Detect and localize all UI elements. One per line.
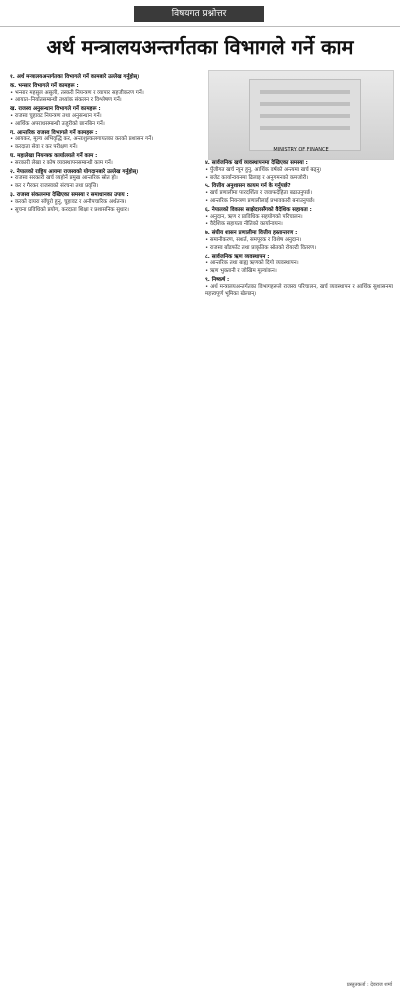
left-item: २. नेपालको राष्ट्रिय आयमा राजस्वको योगदानबारे उल्लेख गर्नुहोस्। <box>10 168 139 175</box>
right-item: ८. सार्वजनिक ऋण व्यवस्थापन : <box>205 253 270 260</box>
left-item: • आयकर, मूल्य अभिवृद्धि कर, अन्तःशुल्कलगायतका करको प्रशासन गर्ने। <box>10 136 154 143</box>
right-item: ४. सार्वजनिक खर्च व्यवस्थापनमा देखिएका समस्या : <box>205 160 308 166</box>
left-item: १. अर्थ मन्त्रालयअन्तर्गतका विभागले गर्ने कामबारे उल्लेख गर्नुहोस्। <box>10 74 140 80</box>
left-item: ग. आन्तरिक राजस्व विभागले गर्ने कामहरू : <box>10 129 98 136</box>
article-photo <box>208 70 394 160</box>
right-item: ९. निष्कर्ष : <box>205 276 230 283</box>
left-item: ३. राजस्व संकलनमा देखिएका समस्या र समाधानका उपाय : <box>10 191 129 198</box>
byline: प्रस्तुतकर्ता : देवराज शर्मा <box>346 982 392 988</box>
right-item: • अर्थ मन्त्रालयअन्तर्गतका विभागहरूले राजस्व परिचालन, खर्च व्यवस्थापन र आर्थिक सुशासनमा महत्त्वपूर्ण भूमिका खेल्छन्। <box>205 283 393 297</box>
right-item: • अनुदान, ऋण र प्राविधिक सहयोगको परिचालन। <box>205 213 303 220</box>
right-item: ५. वित्तीय अनुशासन कायम गर्न के गर्नुपर्छ? <box>205 183 291 190</box>
left-item: • राजस्व चुहावट नियन्त्रण तथा अनुसन्धान गर्ने। <box>10 112 102 119</box>
left-item: घ. महालेखा नियन्त्रक कार्यालयले गर्ने काम : <box>10 152 98 159</box>
left-item: • करदाता सेवा र कर परीक्षण गर्ने। <box>10 144 78 151</box>
left-item: • राजस्व सरकारी खर्च व्यहोर्ने प्रमुख आन्तरिक स्रोत हो। <box>10 175 118 182</box>
left-column <box>10 72 200 982</box>
left-item: • सरकारी लेखा र कोष व्यवस्थापनसम्बन्धी काम गर्ने। <box>10 159 113 166</box>
left-item: • कर र गैरकर राजस्वको संरचना तथा प्रवृत्ति। <box>10 183 99 190</box>
right-item: • खर्च प्रणालीमा पारदर्शिता र जवाफदेहिता बढाउनुपर्छ। <box>205 190 313 197</box>
building-image <box>249 79 361 151</box>
left-item: क. भन्सार विभागले गर्ने कामहरू : <box>10 82 79 89</box>
right-item: • आन्तरिक नियन्त्रण प्रणालीलाई प्रभावकारी बनाउनुपर्छ। <box>205 197 315 204</box>
divider <box>0 26 400 27</box>
left-item: • आर्थिक अपराधसम्बन्धी उजुरीको छानबिन गर्ने। <box>10 120 105 127</box>
right-item: • पुँजीगत खर्च न्यून हुनु, आर्थिक वर्षको अन्त्यमा खर्च बढ्नु। <box>205 166 322 173</box>
right-item: ६. नेपालको विकास साझेदारसँगको वैदेशिक सहायता : <box>205 206 312 213</box>
right-column <box>205 158 393 980</box>
left-item: ख. राजस्व अनुसन्धान विभागले गर्ने कामहरू : <box>10 106 101 113</box>
left-item: • करको दायरा साँघुरो हुनु, चुहावट र अनौपचारिक अर्थतन्त्र। <box>10 198 127 205</box>
left-item: • भन्सार महसुल असुली, तस्करी नियन्त्रण र व्यापार सहजीकरण गर्ने। <box>10 89 144 96</box>
left-item: • आयात–निर्यातसम्बन्धी तथ्यांक संकलन र विश्लेषण गर्ने। <box>10 97 122 104</box>
right-item: ७. संघीय शासन प्रणालीमा वित्तीय हस्तान्तरण : <box>205 230 298 237</box>
left-item: • सूचना प्रविधिको प्रयोग, करदाता शिक्षा र प्रशासनिक सुधार। <box>10 206 129 213</box>
right-item: • समानीकरण, सशर्त, समपूरक र विशेष अनुदान। <box>205 236 302 243</box>
right-item: • वैदेशिक सहायता नीतिको कार्यान्वयन। <box>205 221 283 228</box>
right-item: • राजस्व बाँडफाँट तथा प्राकृतिक स्रोतको रोयल्टी वितरण। <box>205 244 317 251</box>
top-bar <box>0 0 400 26</box>
right-item: • ऋण भुक्तानी र जोखिम मूल्यांकन। <box>205 268 277 275</box>
article-headline: अर्थ मन्त्रालयअन्तर्गतका विभागले गर्ने काम <box>46 35 354 59</box>
photo-caption: MINISTRY OF FINANCE <box>273 147 329 153</box>
right-item: • बजेट कार्यान्वयनमा ढिलाइ र अनुगमनको कमजोरी। <box>205 174 309 181</box>
section-tag: विषयगत प्रश्नोत्तर <box>134 6 264 22</box>
right-item: • आन्तरिक तथा बाह्य ऋणको दिगो व्यवस्थापन। <box>205 260 299 267</box>
